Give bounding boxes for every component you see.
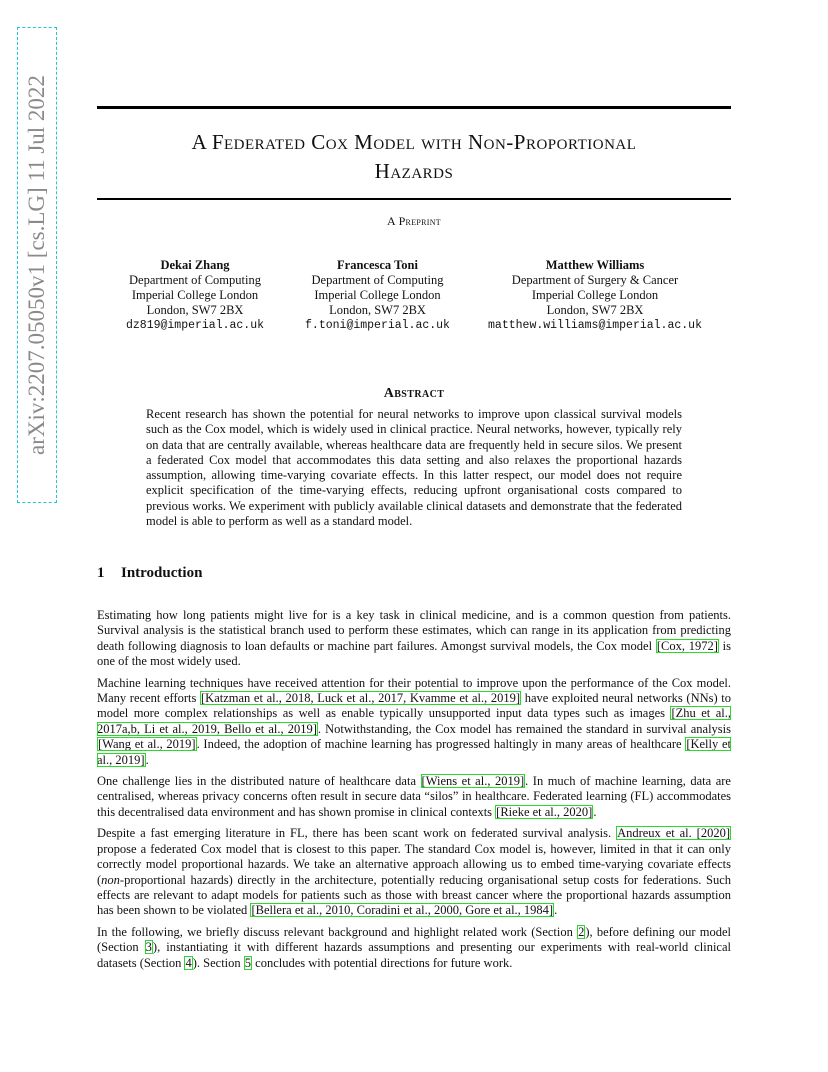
abstract-text: Recent research has shown the potential for neural networks to improve upon classical survival models such as the Cox model, which is widely used in clinical practice. Neural networks, however, typically rely on data that are centrally available, whereas healthcare data are frequently held in secure silos. We present a federated Cox model that accommodates this data setting and also relaxes the proportional hazards assumption, allowing time-varying covariate effects. In this latter respect, our model does not require explicit specification of the time-varying effects, reducing upfront organisational costs compared to previous works. We experiment with publicly available clinical datasets and demonstrate that the federated model is able to perform as well as a standard model. [146,407,682,529]
citation-link[interactable]: [Katzman et al., 2018, Luck et al., 2017, Kvamme et al., 2019] [201,691,521,706]
author-city: London, SW7 2BX [546,303,644,317]
text: concludes with potential directions for future work. [252,955,513,970]
paragraph-2 [97,676,731,768]
author-inst: Imperial College London [131,288,259,302]
text: ), instantiating it with different hazards assumptions and presenting our experiments with real-world clinical datasets (Section [97,940,731,970]
title-rule-bottom [97,198,731,200]
emphasis: non [101,872,120,887]
title-line-1: A Federated Cox Model with Non-Proportional [191,130,637,154]
author-block-1 [110,258,280,333]
abstract-heading: Abstract [383,386,445,401]
paragraph-3 [97,774,731,820]
author-name: Francesca Toni [337,258,418,272]
author-dept: Department of Surgery & Cancer [511,273,679,287]
text: -proportional hazards) directly in the architecture, potentially reducing organisational setup costs for federations. Such effects are relevant to adapt models for patients such as those with breast cancer where the proportional hazards assumption has been shown to be violated [97,872,731,918]
text: is one of the most widely used. [97,638,731,669]
text: Machine learning techniques have received attention for their potential to improve upon the performance of the Cox model. Many recent efforts [97,675,731,706]
arxiv-stamp[interactable]: arXiv:2207.05050v1 [cs.LG] 11 Jul 2022 [20,30,54,500]
citation-link[interactable]: [Zhu et al., 2017a,b, Li et al., 2019, Bello et al., 2019] [97,706,731,736]
text: have exploited neural networks (NNs) to model more complex relationships as well as enable typically unsupported input data types such as images [97,691,732,721]
paragraph-4 [97,826,731,918]
citation-link[interactable]: [Kelly et al., 2019] [97,737,731,767]
title-line-2: Hazards [374,159,454,183]
author-name: Matthew Williams [545,258,645,272]
section-heading [97,565,202,582]
text: ), before defining our model (Section [97,924,731,955]
author-city: London, SW7 2BX [146,303,244,317]
author-email[interactable]: f.toni@imperial.ac.uk [305,319,450,332]
text: In the following, we briefly discuss relevant background and highlight related work (Section [97,924,578,939]
author-email[interactable]: dz819@imperial.ac.uk [125,319,265,332]
text: One challenge lies in the distributed nature of healthcare data [97,774,421,789]
author-inst: Imperial College London [531,288,659,302]
section-ref-link[interactable]: 3 [145,940,152,955]
paragraph-1 [97,608,731,670]
author-email[interactable]: matthew.williams@imperial.ac.uk [488,319,702,332]
citation-link[interactable]: [Wang et al., 2019] [98,737,196,752]
section-ref-link[interactable]: 5 [244,955,252,970]
citation-link[interactable]: [Wiens et al., 2019] [421,774,525,789]
author-dept: Department of Computing [311,273,444,287]
author-name: Dekai Zhang [160,258,230,272]
text: propose a federated Cox model that is closest to this paper. The standard Cox model is, however, limited in that it can only correctly model proportional hazards. We take an alternative approach allowing us to embed time-varying covariate effects ( [97,841,731,887]
title-rule-top [97,106,731,109]
section-ref-link[interactable]: 4 [185,955,192,970]
section-number: 1 [97,565,105,581]
section-ref-link[interactable]: 2 [578,924,585,939]
citation-link[interactable]: [Cox, 1972] [656,638,718,653]
author-block-3 [470,258,720,333]
text: Despite a fast emerging literature in FL, there has been scant work on federated survival analysis. [97,826,617,841]
author-dept: Department of Computing [129,273,261,287]
citation-link[interactable]: Andreux et al. [2020] [617,826,731,841]
paper-title [97,128,731,186]
intro-body [97,608,731,977]
text: ). Section [192,955,244,970]
text: Estimating how long patients might live for is a key task in clinical medicine, and is a common question from patients. Survival analysis is the statistical branch used to perform these estimates, which can range in its application from predicting death following diagnosis to loan defaults or machine part failures. Amongst survival models, the Cox model [97,608,731,653]
author-city: London, SW7 2BX [329,303,426,317]
text: . In much of machine learning, data are centralised, whereas privacy concerns often result in secure data “silos” in healthcare. Federated learning (FL) accommodates this decentralised data environment and has shown promise in clinical contexts [97,774,731,819]
text: . Indeed, the adoption of machine learning has progressed haltingly in many areas of healthcare [196,737,686,752]
text: . Notwithstanding, the Cox model has remained the standard in survival analysis [317,721,732,736]
citation-link[interactable]: [Rieke et al., 2020] [496,804,593,819]
text: . [145,752,149,767]
citation-link[interactable]: [Bellera et al., 2010, Coradini et al., 2000, Gore et al., 1984] [251,903,554,918]
author-block-2 [290,258,465,333]
paragraph-5 [97,925,731,971]
author-inst: Imperial College London [314,288,441,302]
text: . [593,804,597,819]
preprint-label: A Preprint [386,214,441,228]
section-title: Introduction [121,565,203,581]
text: . [554,903,558,918]
